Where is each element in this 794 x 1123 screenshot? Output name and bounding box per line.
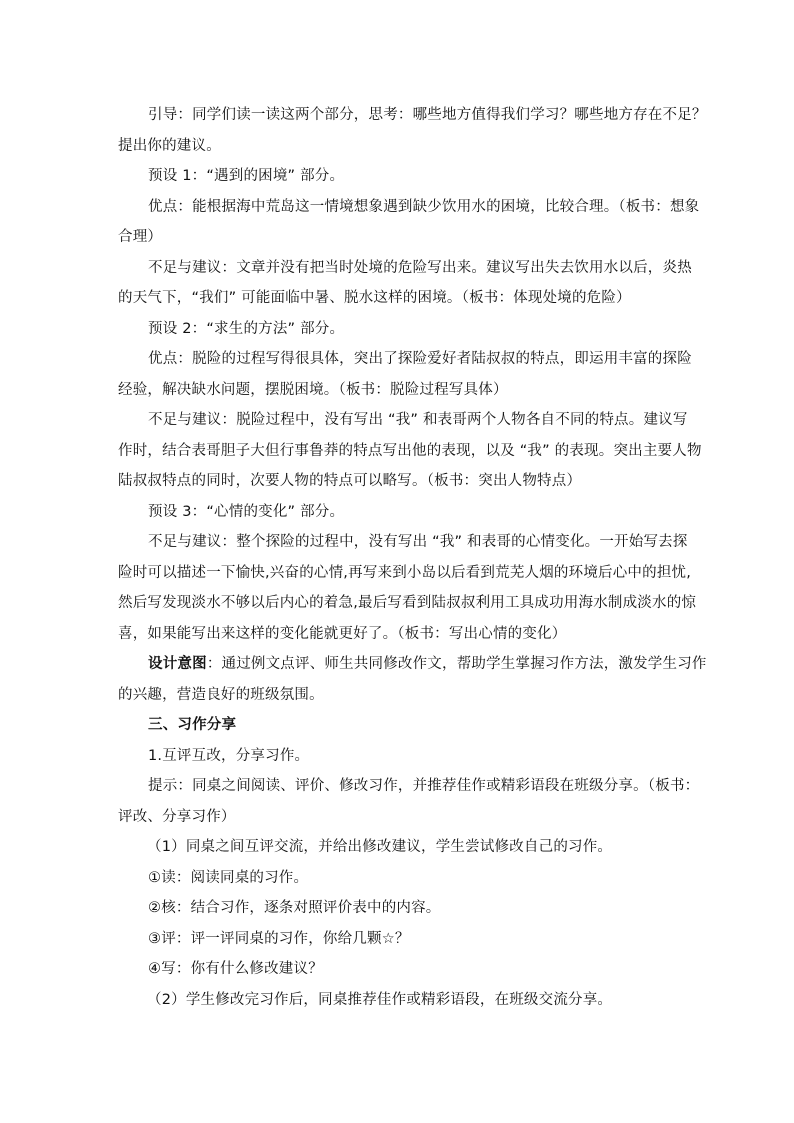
item-1: 1.互评互改，分享习作。 — [148, 747, 310, 764]
preset-1-merit-cont: 合理） — [118, 229, 163, 245]
preset-3-suggestion-cont-2: 然后写发现淡水不够以后内心的着急,最后写看到陆叔叔利用工具成功用海水制成淡水的惊 — [118, 595, 697, 611]
preset-3-suggestion-cont-1: 险时可以描述一下愉快,兴奋的心情,再写来到小岛以后看到荒芜人烟的环境后心中的担忧, — [118, 564, 692, 581]
step-read: ①读：阅读同桌的习作。 — [148, 869, 309, 886]
design-intent-cont: 的兴趣，营造良好的班级氛围。 — [118, 686, 324, 703]
step-rate: ③评：评一评同桌的习作，你给几颗☆？ — [148, 930, 410, 947]
section-title: 三、习作分享 — [148, 717, 237, 733]
tip: 提示：同桌之间阅读、评价、修改习作，并推荐佳作或精彩语段在班级分享。（板书： — [148, 778, 700, 794]
preset-2-merit: 优点：脱险的过程写得很具体，突出了探险爱好者陆叔叔的特点，即运用丰富的探险 — [148, 351, 692, 367]
document-page — [118, 100, 707, 1015]
preset-2-merit-cont: 经验，解决缺水问题，摆脱困境。（板书：脱险过程写具体） — [118, 381, 508, 398]
sub-item-1: （1）同桌之间互评交流，并给出修改建议，学生尝试修改自己的习作。 — [147, 839, 613, 855]
preset-1-suggestion-cont: 的天气下，“我们” 可能面临中暑、脱水这样的困境。（板书：体现处境的危险） — [118, 290, 631, 306]
design-intent-label: 设计意图 — [148, 656, 207, 672]
step-check: ②核：结合习作，逐条对照评价表中的内容。 — [148, 900, 441, 916]
preset-2-suggestion: 不足与建议：脱险过程中，没有写出 “我” 和表哥两个人物各自不同的特点。建议写 — [148, 412, 688, 428]
sub-item-2: （2）学生修改完习作后，同桌推荐佳作或精彩语段，在班级交流分享。 — [147, 991, 613, 1008]
tip-cont: 评改、分享习作） — [118, 808, 236, 825]
preset-2-suggestion-cont-1: 作时，结合表哥胆子大但行事鲁莽的特点写出他的表现，以及 “我” 的表现。突出主要人物 — [118, 442, 702, 459]
preset-2-title: 预设 2：“求生的方法” 部分。 — [148, 320, 345, 337]
paragraph-guide: 引导：同学们读一读这两个部分，思考：哪些地方值得我们学习？哪些地方存在不足？ — [148, 107, 707, 123]
preset-3-title: 预设 3：“心情的变化” 部分。 — [148, 503, 345, 520]
design-intent — [118, 649, 707, 680]
paragraph-guide-cont: 提出你的建议。 — [118, 137, 221, 154]
preset-1-suggestion: 不足与建议：文章并没有把当时处境的危险写出来。建议写出失去饮用水以后，炎热 — [148, 259, 692, 276]
preset-2-suggestion-cont-2: 陆叔叔特点的同时，次要人物的特点可以略写。（板书：突出人物特点） — [118, 473, 582, 489]
step-write: ④写：你有什么修改建议？ — [148, 961, 323, 977]
design-intent-text: ：通过例文点评、师生共同修改作文，帮助学生掌握习作方法，激发学生习作 — [206, 656, 707, 672]
preset-1-title: 预设 1：“遇到的困境” 部分。 — [148, 168, 345, 184]
preset-1-merit: 优点：能根据海中荒岛这一情境想象遇到缺少饮用水的困境，比较合理。（板书：想象 — [148, 198, 700, 215]
preset-3-suggestion: 不足与建议：整个探险的过程中，没有写出 “我” 和表哥的心情变化。一开始写去探 — [148, 534, 688, 550]
preset-3-suggestion-cont-3: 喜，如果能写出来这样的变化能就更好了。（板书：写出心情的变化） — [118, 625, 567, 642]
